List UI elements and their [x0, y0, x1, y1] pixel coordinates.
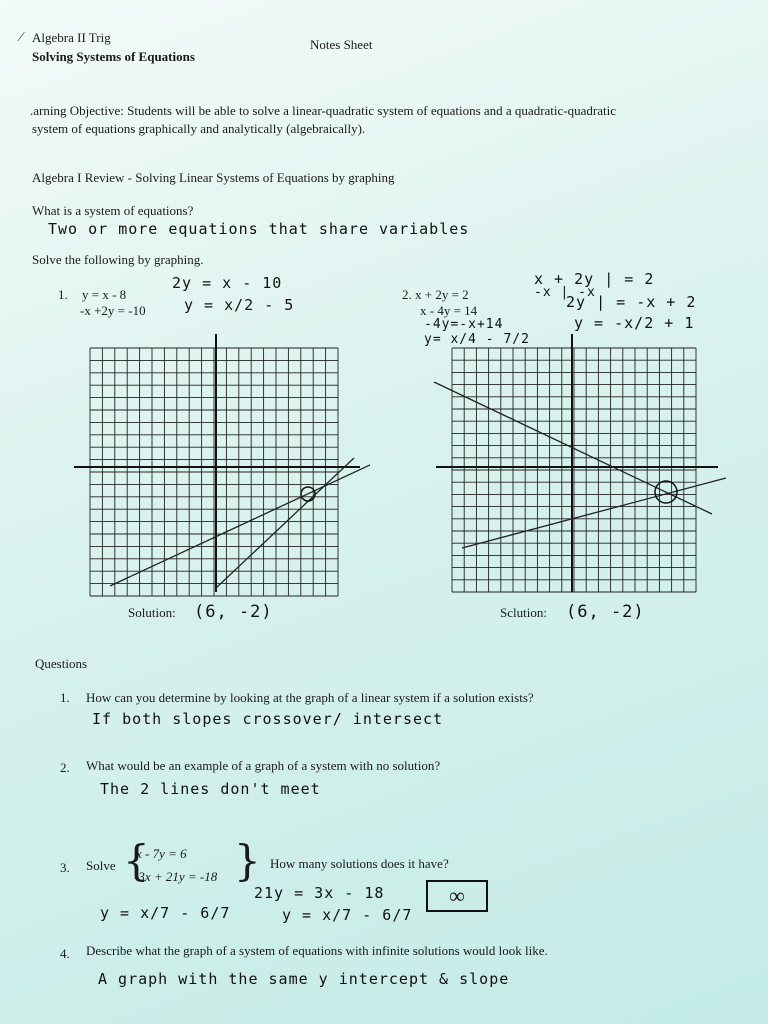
page-title: Solving Systems of Equations — [32, 49, 195, 64]
problem2-eq1: 2. x + 2y = 2 — [402, 287, 469, 302]
questions-heading: Questions — [35, 656, 87, 671]
problem1-eq2: -x +2y = -10 — [80, 303, 146, 318]
problem1-solution-value: (6, -2) — [194, 602, 273, 622]
problem2-solution-label: Sclution: — [500, 605, 547, 620]
notes-label: Notes Sheet — [310, 37, 373, 52]
objective-line1: .arning Objective: Students will be able to solve a linear-quadratic system of equations and a quadratic-quadratic — [30, 103, 616, 118]
problem2-work-right2: -x | -x — [534, 285, 596, 300]
problem2-work-left2: y= x/4 - 7/2 — [424, 332, 530, 347]
q4-number: 4. — [60, 946, 70, 961]
q3-system-eq1: x - 7y = 6 — [136, 846, 187, 861]
graph-2-grid — [452, 348, 696, 592]
problem1-work1: 2y = x - 10 — [172, 274, 283, 292]
graph-1-line-a — [110, 464, 370, 586]
graph-2 — [430, 330, 730, 600]
q2-text: What would be an example of a graph of a system with no solution? — [86, 758, 441, 773]
q3-solve-label: Solve — [86, 858, 116, 873]
q2-number: 2. — [60, 760, 70, 775]
q1-number: 1. — [60, 690, 70, 705]
problem1-work2: y = x/2 - 5 — [184, 296, 295, 314]
problem1-eq1: y = x - 8 — [82, 287, 127, 302]
infinity-symbol: ∞ — [449, 883, 465, 908]
graph-2-line-b — [462, 478, 726, 548]
q1-text: How can you determine by looking at the graph of a linear system if a solution exists? — [86, 690, 534, 705]
q3-how-many: How many solutions does it have? — [270, 856, 449, 871]
review-heading: Algebra I Review - Solving Linear Systems of Equations by graphing — [32, 170, 395, 185]
q1-answer: If both slopes crossover/ intersect — [92, 710, 444, 728]
what-is-question: What is a system of equations? — [32, 203, 194, 218]
q3-system-eq2: -3x + 21y = -18 — [134, 869, 218, 884]
course-name: Algebra II Trig — [32, 30, 111, 45]
solve-instruction: Solve the following by graphing. — [32, 252, 204, 267]
graph-1-line-b — [216, 458, 354, 588]
graph-1-grid — [90, 348, 338, 596]
what-is-answer: Two or more equations that share variables — [48, 220, 470, 238]
problem2-work-right1: x + 2y | = 2 — [534, 270, 655, 288]
q3-work-mid2: y = x/7 - 6/7 — [282, 906, 413, 924]
q3-answer-box — [426, 880, 488, 912]
q4-answer: A graph with the same y intercept & slope — [98, 970, 510, 988]
problem2-work-right3: 2y | = -x + 2 — [566, 293, 697, 311]
graph-1 — [70, 330, 370, 600]
problem2-work-left1: -4y=-x+14 — [424, 317, 504, 332]
check-mark: ⁄ — [20, 30, 23, 45]
problem2-work-right4: y = -x/2 + 1 — [574, 314, 695, 332]
objective-line2: system of equations graphically and analytically (algebraically). — [32, 121, 366, 136]
q4-text: Describe what the graph of a system of equations with infinite solutions would look like. — [86, 943, 548, 958]
q2-answer: The 2 lines don't meet — [100, 780, 321, 798]
q3-right-brace: } — [234, 836, 261, 885]
q3-work-mid1: 21y = 3x - 18 — [254, 884, 385, 902]
q3-left-brace: { — [123, 836, 150, 885]
problem2-solution-value: (6, -2) — [566, 602, 645, 622]
problem1-number: 1. — [58, 287, 68, 302]
problem1-solution-label: Solution: — [128, 605, 176, 620]
problem2-eq2: x - 4y = 14 — [420, 303, 478, 318]
q3-work-left: y = x/7 - 6/7 — [100, 904, 231, 922]
q3-number: 3. — [60, 860, 70, 875]
